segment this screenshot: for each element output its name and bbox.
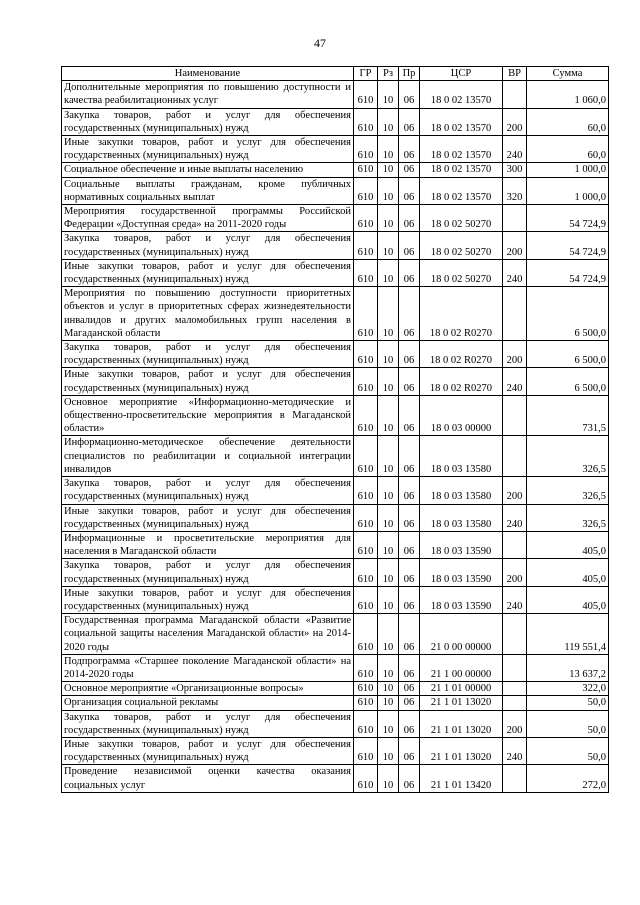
- cell-gr: 610: [354, 531, 378, 558]
- cell-name: Проведение независимой оценки качества оказания социальных услуг: [62, 765, 354, 792]
- cell-csr: 18 0 02 50270: [420, 232, 503, 259]
- cell-gr: 610: [354, 341, 378, 368]
- cell-pr: 06: [399, 287, 420, 341]
- table-row: [62, 504, 609, 531]
- cell-vr: 240: [503, 737, 527, 764]
- table-row: [62, 108, 609, 135]
- table-row: [62, 477, 609, 504]
- table-row: [62, 559, 609, 586]
- cell-name: Иные закупки товаров, работ и услуг для обеспечения государственных (муниципальных) нужд: [62, 259, 354, 286]
- cell-csr: 21 0 00 00000: [420, 614, 503, 655]
- cell-pr: 06: [399, 163, 420, 177]
- cell-gr: 610: [354, 81, 378, 108]
- cell-pr: 06: [399, 136, 420, 163]
- cell-rz: 10: [378, 682, 399, 696]
- cell-gr: 610: [354, 696, 378, 710]
- cell-vr: 240: [503, 586, 527, 613]
- cell-pr: 06: [399, 765, 420, 792]
- cell-sum: 405,0: [527, 586, 609, 613]
- cell-pr: 06: [399, 395, 420, 436]
- cell-vr: [503, 436, 527, 477]
- cell-vr: 200: [503, 341, 527, 368]
- cell-rz: 10: [378, 341, 399, 368]
- cell-csr: 18 0 02 R0270: [420, 287, 503, 341]
- cell-sum: 1 000,0: [527, 177, 609, 204]
- cell-sum: 60,0: [527, 136, 609, 163]
- cell-csr: 21 1 01 13420: [420, 765, 503, 792]
- cell-vr: 200: [503, 559, 527, 586]
- cell-rz: 10: [378, 504, 399, 531]
- table-row: [62, 259, 609, 286]
- cell-gr: 610: [354, 614, 378, 655]
- cell-name: Мероприятия государственной программы Российской Федерации «Доступная среда» на 2011-2020 годы: [62, 205, 354, 232]
- table-row: [62, 765, 609, 792]
- cell-sum: 6 500,0: [527, 341, 609, 368]
- cell-rz: 10: [378, 696, 399, 710]
- cell-name: Иные закупки товаров, работ и услуг для обеспечения государственных (муниципальных) нужд: [62, 737, 354, 764]
- table-body: [62, 81, 609, 793]
- table-row: [62, 436, 609, 477]
- cell-gr: 610: [354, 232, 378, 259]
- table-row: [62, 287, 609, 341]
- cell-sum: 1 000,0: [527, 163, 609, 177]
- cell-name: Социальные выплаты гражданам, кроме публичных нормативных социальных выплат: [62, 177, 354, 204]
- cell-sum: 13 637,2: [527, 654, 609, 681]
- cell-csr: 18 0 02 13570: [420, 108, 503, 135]
- cell-csr: 18 0 02 13570: [420, 177, 503, 204]
- cell-name: Закупка товаров, работ и услуг для обеспечения государственных (муниципальных) нужд: [62, 477, 354, 504]
- cell-csr: 18 0 02 13570: [420, 136, 503, 163]
- cell-sum: 54 724,9: [527, 259, 609, 286]
- cell-vr: [503, 287, 527, 341]
- cell-sum: 326,5: [527, 436, 609, 477]
- cell-rz: 10: [378, 531, 399, 558]
- cell-pr: 06: [399, 177, 420, 204]
- cell-vr: [503, 81, 527, 108]
- cell-vr: 320: [503, 177, 527, 204]
- cell-rz: 10: [378, 177, 399, 204]
- cell-vr: 200: [503, 232, 527, 259]
- cell-name: Информационно-методическое обеспечение деятельности специалистов по реабилитации и социальной интеграции инвалидов: [62, 436, 354, 477]
- cell-sum: 1 060,0: [527, 81, 609, 108]
- cell-pr: 06: [399, 614, 420, 655]
- column-header-sum: Сумма: [527, 67, 609, 81]
- cell-sum: 405,0: [527, 559, 609, 586]
- cell-rz: 10: [378, 395, 399, 436]
- cell-pr: 06: [399, 531, 420, 558]
- column-header-rz: Рз: [378, 67, 399, 81]
- table-row: [62, 163, 609, 177]
- cell-csr: 18 0 03 13580: [420, 436, 503, 477]
- cell-vr: 200: [503, 108, 527, 135]
- cell-sum: 326,5: [527, 504, 609, 531]
- cell-gr: 610: [354, 436, 378, 477]
- cell-rz: 10: [378, 259, 399, 286]
- column-header-vr: ВР: [503, 67, 527, 81]
- cell-pr: 06: [399, 436, 420, 477]
- cell-rz: 10: [378, 436, 399, 477]
- table-row: [62, 341, 609, 368]
- column-header-pr: Пр: [399, 67, 420, 81]
- cell-name: Основное мероприятие «Организационные вопросы»: [62, 682, 354, 696]
- cell-rz: 10: [378, 368, 399, 395]
- column-header-name: Наименование: [62, 67, 354, 81]
- cell-rz: 10: [378, 163, 399, 177]
- cell-gr: 610: [354, 477, 378, 504]
- cell-vr: 200: [503, 710, 527, 737]
- table-row: [62, 395, 609, 436]
- cell-pr: 06: [399, 654, 420, 681]
- cell-name: Закупка товаров, работ и услуг для обеспечения государственных (муниципальных) нужд: [62, 559, 354, 586]
- cell-csr: 21 1 01 00000: [420, 682, 503, 696]
- cell-pr: 06: [399, 259, 420, 286]
- table-row: [62, 696, 609, 710]
- table-row: [62, 81, 609, 108]
- cell-rz: 10: [378, 232, 399, 259]
- table-row: [62, 710, 609, 737]
- table-row: [62, 654, 609, 681]
- cell-gr: 610: [354, 682, 378, 696]
- cell-vr: [503, 765, 527, 792]
- cell-vr: [503, 395, 527, 436]
- page-number: 47: [314, 36, 326, 50]
- cell-gr: 610: [354, 504, 378, 531]
- cell-sum: 322,0: [527, 682, 609, 696]
- cell-name: Подпрограмма «Старшее поколение Магаданской области» на 2014-2020 годы: [62, 654, 354, 681]
- cell-gr: 610: [354, 737, 378, 764]
- cell-vr: 240: [503, 504, 527, 531]
- cell-gr: 610: [354, 654, 378, 681]
- cell-rz: 10: [378, 287, 399, 341]
- cell-gr: 610: [354, 559, 378, 586]
- cell-name: Дополнительные мероприятия по повышению доступности и качества реабилитационных услуг: [62, 81, 354, 108]
- cell-name: Социальное обеспечение и иные выплаты населению: [62, 163, 354, 177]
- cell-pr: 06: [399, 504, 420, 531]
- cell-rz: 10: [378, 654, 399, 681]
- table-row: [62, 614, 609, 655]
- cell-rz: 10: [378, 477, 399, 504]
- cell-gr: 610: [354, 108, 378, 135]
- table-row: [62, 586, 609, 613]
- cell-csr: 18 0 02 R0270: [420, 341, 503, 368]
- cell-pr: 06: [399, 586, 420, 613]
- cell-csr: 18 0 02 13570: [420, 81, 503, 108]
- cell-name: Основное мероприятие «Информационно-методические и общественно-просветительские мероприятия в Магаданской области»: [62, 395, 354, 436]
- cell-vr: [503, 614, 527, 655]
- cell-vr: 240: [503, 136, 527, 163]
- cell-sum: 50,0: [527, 696, 609, 710]
- cell-gr: 610: [354, 586, 378, 613]
- cell-csr: 21 1 01 13020: [420, 696, 503, 710]
- table-row: [62, 737, 609, 764]
- cell-name: Иные закупки товаров, работ и услуг для обеспечения государственных (муниципальных) нужд: [62, 136, 354, 163]
- cell-vr: 240: [503, 368, 527, 395]
- cell-rz: 10: [378, 586, 399, 613]
- table-row: [62, 531, 609, 558]
- cell-gr: 610: [354, 259, 378, 286]
- cell-sum: 119 551,4: [527, 614, 609, 655]
- cell-vr: 300: [503, 163, 527, 177]
- cell-csr: 18 0 02 50270: [420, 205, 503, 232]
- cell-gr: 610: [354, 710, 378, 737]
- cell-vr: [503, 654, 527, 681]
- cell-rz: 10: [378, 614, 399, 655]
- cell-name: Иные закупки товаров, работ и услуг для обеспечения государственных (муниципальных) нужд: [62, 586, 354, 613]
- cell-csr: 18 0 03 13590: [420, 531, 503, 558]
- cell-gr: 610: [354, 287, 378, 341]
- cell-vr: [503, 205, 527, 232]
- cell-rz: 10: [378, 108, 399, 135]
- cell-pr: 06: [399, 108, 420, 135]
- cell-csr: 21 1 01 13020: [420, 710, 503, 737]
- cell-gr: 610: [354, 177, 378, 204]
- cell-vr: [503, 682, 527, 696]
- cell-sum: 54 724,9: [527, 232, 609, 259]
- table-row: [62, 232, 609, 259]
- cell-rz: 10: [378, 737, 399, 764]
- cell-pr: 06: [399, 710, 420, 737]
- cell-csr: 18 0 02 R0270: [420, 368, 503, 395]
- cell-sum: 6 500,0: [527, 368, 609, 395]
- cell-pr: 06: [399, 696, 420, 710]
- cell-sum: 50,0: [527, 737, 609, 764]
- cell-csr: 18 0 03 13590: [420, 559, 503, 586]
- cell-pr: 06: [399, 81, 420, 108]
- cell-gr: 610: [354, 136, 378, 163]
- cell-csr: 18 0 02 50270: [420, 259, 503, 286]
- cell-pr: 06: [399, 477, 420, 504]
- cell-rz: 10: [378, 710, 399, 737]
- cell-gr: 610: [354, 765, 378, 792]
- cell-pr: 06: [399, 737, 420, 764]
- cell-rz: 10: [378, 81, 399, 108]
- cell-sum: 731,5: [527, 395, 609, 436]
- cell-sum: 326,5: [527, 477, 609, 504]
- table-row: [62, 368, 609, 395]
- cell-name: Мероприятия по повышению доступности приоритетных объектов и услуг в приоритетных сферах жизнедеятельности инвалидов и других маломобильных групп населения в Магаданской области: [62, 287, 354, 341]
- cell-gr: 610: [354, 395, 378, 436]
- cell-pr: 06: [399, 205, 420, 232]
- cell-csr: 21 1 00 00000: [420, 654, 503, 681]
- cell-pr: 06: [399, 341, 420, 368]
- cell-pr: 06: [399, 559, 420, 586]
- cell-gr: 610: [354, 368, 378, 395]
- cell-rz: 10: [378, 559, 399, 586]
- cell-name: Закупка товаров, работ и услуг для обеспечения государственных (муниципальных) нужд: [62, 341, 354, 368]
- cell-name: Закупка товаров, работ и услуг для обеспечения государственных (муниципальных) нужд: [62, 710, 354, 737]
- cell-vr: 240: [503, 259, 527, 286]
- cell-rz: 10: [378, 205, 399, 232]
- cell-name: Государственная программа Магаданской области «Развитие социальной защиты населения Магаданской области» на 2014-2020 годы: [62, 614, 354, 655]
- cell-name: Закупка товаров, работ и услуг для обеспечения государственных (муниципальных) нужд: [62, 232, 354, 259]
- cell-name: Информационные и просветительские мероприятия для населения в Магаданской области: [62, 531, 354, 558]
- cell-rz: 10: [378, 136, 399, 163]
- table-row: [62, 177, 609, 204]
- table-row: [62, 136, 609, 163]
- cell-vr: [503, 531, 527, 558]
- cell-csr: 18 0 02 13570: [420, 163, 503, 177]
- cell-vr: 200: [503, 477, 527, 504]
- table-header-row: [62, 67, 609, 81]
- cell-csr: 21 1 01 13020: [420, 737, 503, 764]
- cell-sum: 272,0: [527, 765, 609, 792]
- budget-table: [61, 66, 609, 793]
- cell-vr: [503, 696, 527, 710]
- cell-pr: 06: [399, 368, 420, 395]
- cell-sum: 50,0: [527, 710, 609, 737]
- cell-csr: 18 0 03 13580: [420, 477, 503, 504]
- cell-name: Иные закупки товаров, работ и услуг для обеспечения государственных (муниципальных) нужд: [62, 368, 354, 395]
- cell-sum: 54 724,9: [527, 205, 609, 232]
- cell-gr: 610: [354, 205, 378, 232]
- cell-sum: 6 500,0: [527, 287, 609, 341]
- cell-csr: 18 0 03 00000: [420, 395, 503, 436]
- cell-pr: 06: [399, 682, 420, 696]
- cell-csr: 18 0 03 13590: [420, 586, 503, 613]
- cell-csr: 18 0 03 13580: [420, 504, 503, 531]
- cell-name: Закупка товаров, работ и услуг для обеспечения государственных (муниципальных) нужд: [62, 108, 354, 135]
- column-header-csr: ЦСР: [420, 67, 503, 81]
- column-header-gr: ГР: [354, 67, 378, 81]
- cell-name: Организация социальной рекламы: [62, 696, 354, 710]
- cell-rz: 10: [378, 765, 399, 792]
- table-row: [62, 682, 609, 696]
- cell-pr: 06: [399, 232, 420, 259]
- cell-name: Иные закупки товаров, работ и услуг для обеспечения государственных (муниципальных) нужд: [62, 504, 354, 531]
- cell-sum: 405,0: [527, 531, 609, 558]
- cell-sum: 60,0: [527, 108, 609, 135]
- table-row: [62, 205, 609, 232]
- cell-gr: 610: [354, 163, 378, 177]
